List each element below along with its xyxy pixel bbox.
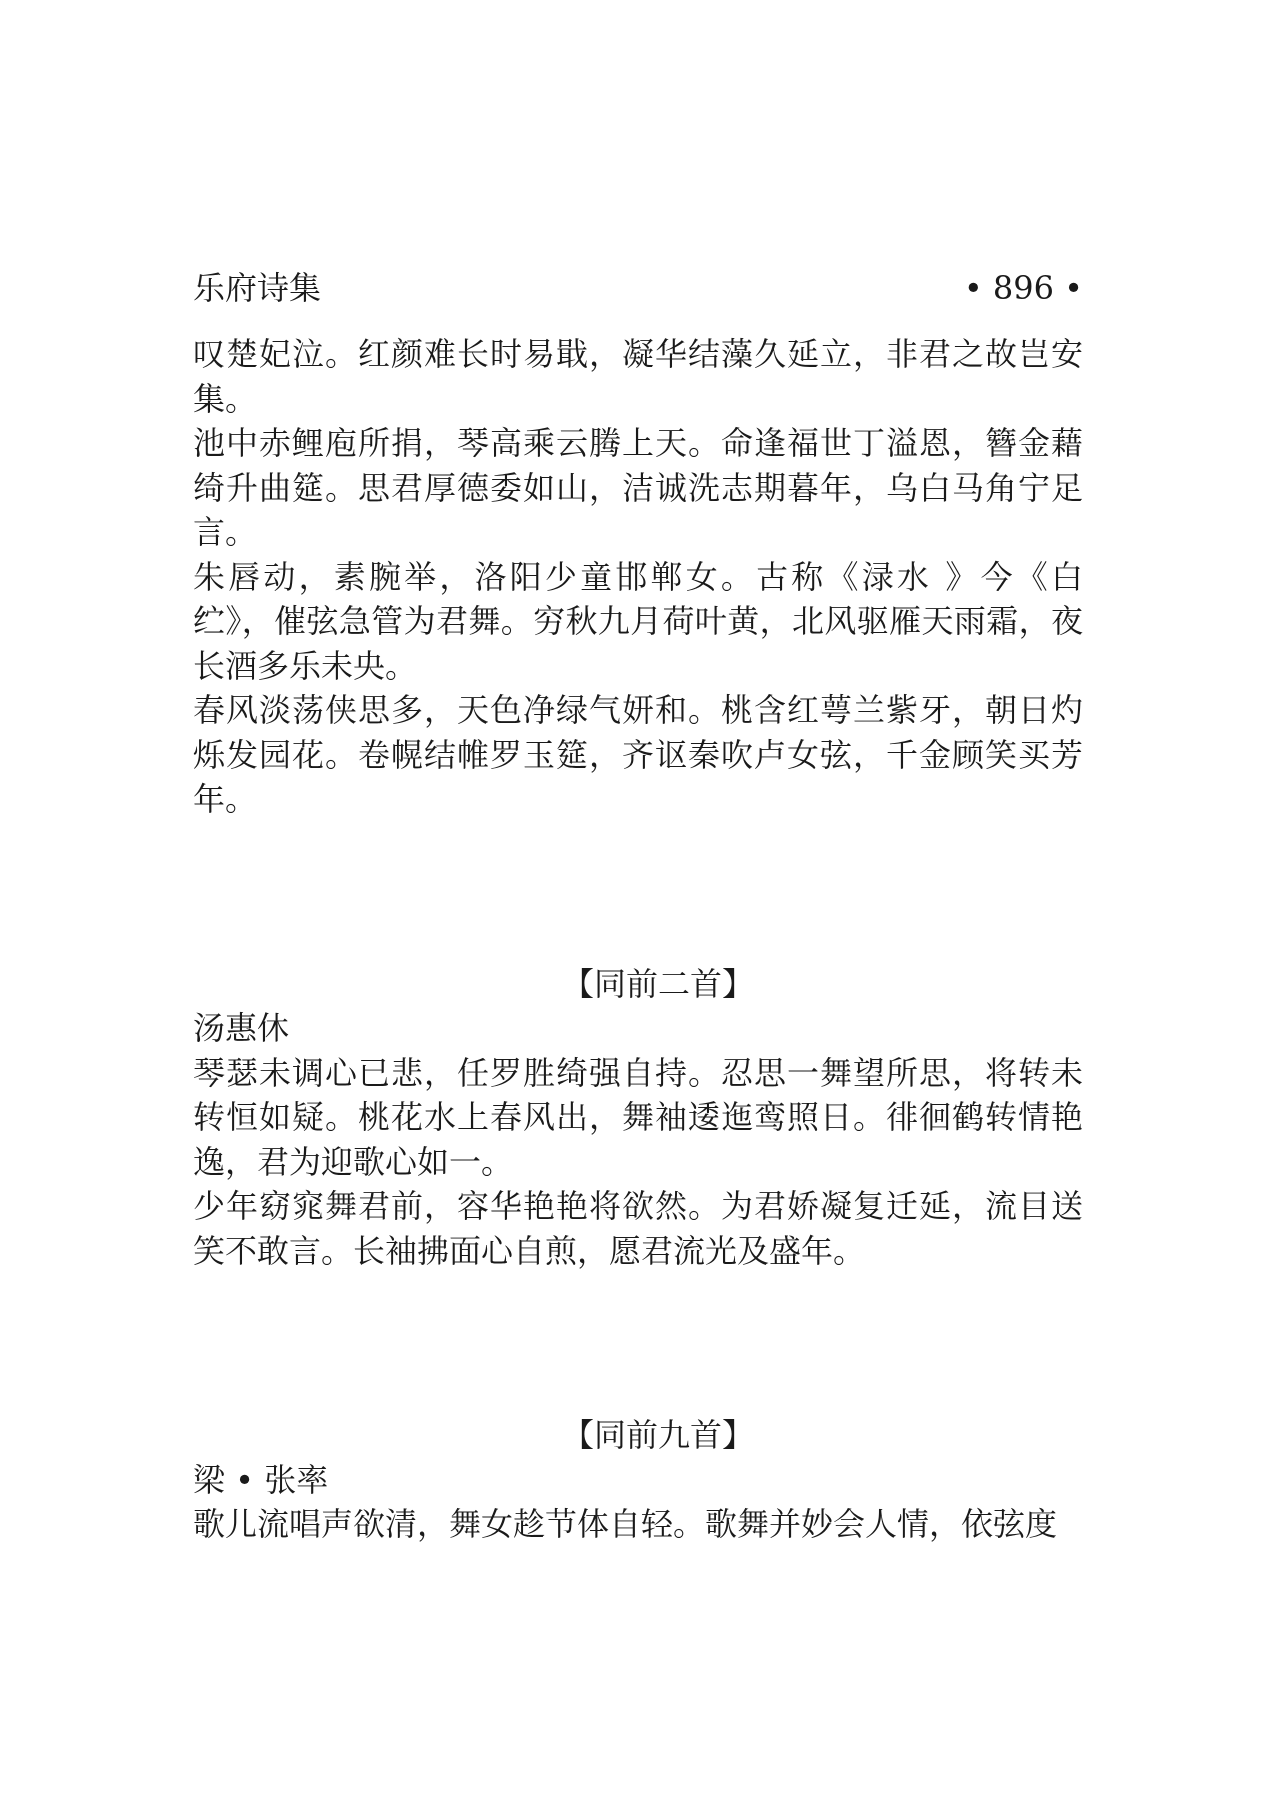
poem-paragraph: 池中赤鲤庖所捐，琴高乘云腾上天。命逢福世丁溢恩，簪金藉绮升曲筵。思君厚德委如山，洁诚洗志期暮年，乌白马角宁足言。 <box>193 424 1083 551</box>
section-title: 【同前九首】 <box>561 1416 754 1454</box>
section-spacer <box>193 822 1083 962</box>
poem-paragraph: 琴瑟未调心已悲，任罗胜绮强自持。忍思一舞望所思，将转未转恒如疑。桃花水上春风出，舞袖逶迤鸾照日。徘徊鹤转情艳逸，君为迎歌心如一。 <box>193 1053 1083 1181</box>
book-title: 乐府诗集 <box>193 269 322 307</box>
page-number: • 896 • <box>963 269 1083 307</box>
document-page <box>193 266 1083 1547</box>
section-spacer <box>193 1273 1083 1413</box>
page-content <box>193 332 1083 1547</box>
poem-paragraph: 春风淡荡侠思多，天色净绿气妍和。桃含红萼兰紫牙，朝日灼烁发园花。卷幌结帷罗玉筵，齐讴秦吹卢女弦，千金顾笑买芳年。 <box>193 691 1083 818</box>
poem-author: 汤惠休 <box>193 1009 290 1047</box>
page-header <box>193 266 1083 310</box>
poem-paragraph: 歌儿流唱声欲清，舞女趁节体自轻。歌舞并妙会人情，依弦度 <box>193 1505 1058 1543</box>
poem-paragraph: 叹楚妃泣。红颜难长时易戢，凝华结藻久延立，非君之故岂安集。 <box>193 335 1083 418</box>
poem-author: 梁 • 张率 <box>193 1460 329 1499</box>
section-title: 【同前二首】 <box>561 964 754 1003</box>
poem-paragraph: 朱唇动，素腕举，洛阳少童邯郸女。古称《渌水 》今《白纻》，催弦急管为君舞。穷秋九月荷叶黄，北风驱雁天雨霜，夜长酒多乐未央。 <box>193 557 1083 685</box>
poem-paragraph: 少年窈窕舞君前，容华艳艳将欲然。为君娇凝复迁延，流目送笑不敢言。长袖拂面心自煎，愿君流光及盛年。 <box>193 1187 1083 1270</box>
